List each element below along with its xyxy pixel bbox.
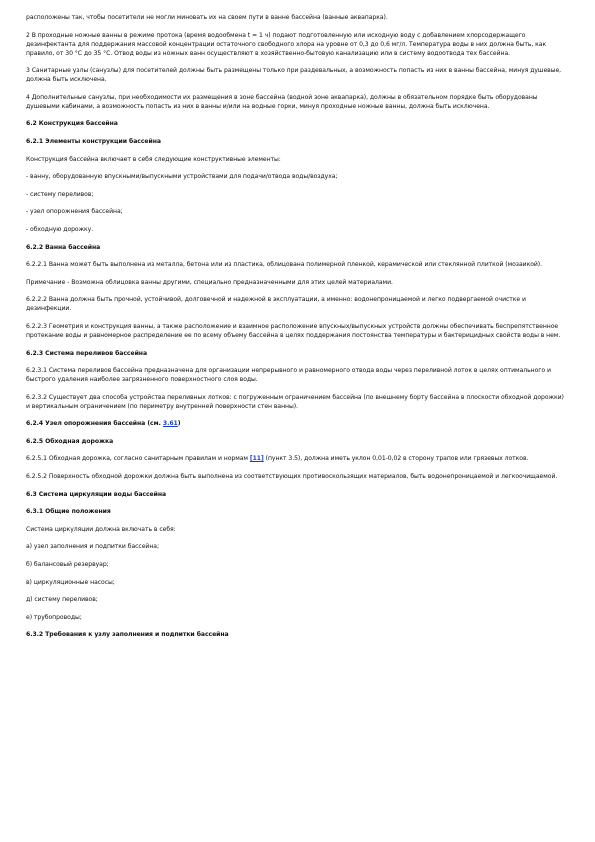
- paragraph: 6.2.2.1 Ванна может быть выполнена из металла, бетона или из пластика, облицована полимерной пленкой, керамической или стеклянной плиткой (мозаикой).: [26, 261, 543, 269]
- section-heading: 6.2.3 Система переливов бассейна: [26, 349, 148, 357]
- section-heading: 6.2.5 Обходная дорожка: [26, 437, 114, 445]
- reference-link[interactable]: [11]: [249, 455, 264, 463]
- paragraph: Конструкция бассейна включает в себя следующие конструктивные элементы:: [26, 155, 281, 163]
- paragraph: д) систему переливов;: [26, 596, 98, 604]
- section-heading: [26, 419, 566, 428]
- paragraph-text: 6.2.4 Узел опорожнения бассейна (см.: [26, 420, 163, 428]
- paragraph: 6.2.2.2 Ванна должна быть прочной, устойчивой, долговечной и надежной в эксплуатации, а именно: водонепроницаемой и легко подвергаемой очистке и дезинфекции.: [26, 296, 526, 313]
- paragraph: - систему переливов;: [26, 190, 94, 198]
- paragraph: Примечание - Возможна облицовка ванны другими, специально предназначенными для этих целей материалами.: [26, 278, 393, 286]
- paragraph: а) узел заполнения и подпитки бассейна;: [26, 543, 159, 551]
- section-heading: 6.2 Конструкция бассейна: [26, 120, 118, 128]
- paragraph: - ванну, оборудованную впускными/выпускными устройствами для подачи/отвода воды/воздуха;: [26, 173, 338, 181]
- paragraph: расположены так, чтобы посетители не могли миновать их на своем пути в ванне бассейна (ванные аквапарка).: [26, 14, 388, 21]
- section-heading: 6.3 Система циркуляции воды бассейна: [26, 490, 167, 498]
- paragraph-text-tail: (пункт 3.5), должна иметь уклон 0,01-0,02 в сторону трапов или грязевых лотков.: [263, 455, 529, 463]
- paragraph: 2 В проходные ножные ванны в режиме протока (время водообмена t = 1 ч) подают подготовленную или исходную воду с добавлением хлорсодержащего дезинфектанта для поддержания массовой концентрации остаточного свободного хлора на уровне от 0,3 до 0,6 мг/л. Температура воды в них должна быть, как правило, от 30 °С до 35 °С. Отвод воды из ножных ванн осуществляют в хозяйственно-бытовую канализацию или в систему водоотвода тех бассейна.: [26, 31, 547, 57]
- section-heading: 6.2.1 Элементы конструкции бассейна: [26, 137, 161, 145]
- section-heading: 6.2.2 Ванна бассейна: [26, 243, 101, 251]
- paragraph: в) циркуляционные насосы;: [26, 578, 115, 586]
- paragraph: Система циркуляции должна включать в себя:: [26, 525, 176, 533]
- paragraph: 6.2.3.2 Существует два способа устройства переливных лотков: с погруженным ограничением бассейна (по внешнему борту бассейна в плоскости обходной дорожки) и вертикальным ограничением (по периметру внутренней поверхности стен ванны).: [26, 393, 564, 410]
- document-body: [26, 13, 566, 648]
- paragraph: 6.2.2.3 Геометрия и конструкция ванны, а также расположение и взаимное расположение впускных/выпускных устройств должны обеспечивать беспрепятственное протекание воды и равномерное распределение ее по всему объему бассейна в целях поддержания постоянства температуры и бактерицидных свойств воды в нем.: [26, 322, 561, 339]
- paragraph: е) трубопроводы;: [26, 613, 82, 621]
- paragraph: [26, 454, 566, 463]
- paragraph-text-tail: ): [177, 420, 181, 428]
- paragraph: - узел опорожнения бассейна;: [26, 208, 123, 216]
- paragraph: б) балансовый резервуар;: [26, 561, 109, 569]
- paragraph-text: 6.2.5.1 Обходная дорожка, согласно санитарным правилам и нормам: [26, 455, 250, 463]
- paragraph: 4 Дополнительные санузлы, при необходимости их размещения в зоне бассейна (водной зоне аквапарка), должны в обязательном порядке быть оборудованы душевыми кабинами, а возможность попасть из них в ванны и/или на водные горки, минуя проходные ножные ванны, должна быть исключена.: [26, 93, 538, 110]
- paragraph: - обходную дорожку.: [26, 225, 94, 233]
- paragraph: 6.2.3.1 Система переливов бассейна предназначена для организации непрерывного и равномерного отвода воды через переливной лоток в целях оптимального и быстрого удаления наиболее загрязненного поверхностного слоя воды.: [26, 367, 551, 384]
- reference-link[interactable]: 3.61: [162, 420, 178, 428]
- section-heading: 6.3.2 Требования к узлу заполнения и подпитки бассейна: [26, 631, 229, 639]
- paragraph: 3 Санитарные узлы (санузлы) для посетителей должны быть размещены только при раздевальных, а возможность попасть из них в ванны бассейна, минуя душевые, должна быть исключена.: [26, 67, 562, 84]
- paragraph: 6.2.5.2 Поверхность обходной дорожки должна быть выполнена из соответствующих противоскользящих материалов, быть водонепроницаемой и легкоочищаемой.: [26, 473, 558, 481]
- section-heading: 6.3.1 Общие положения: [26, 508, 111, 516]
